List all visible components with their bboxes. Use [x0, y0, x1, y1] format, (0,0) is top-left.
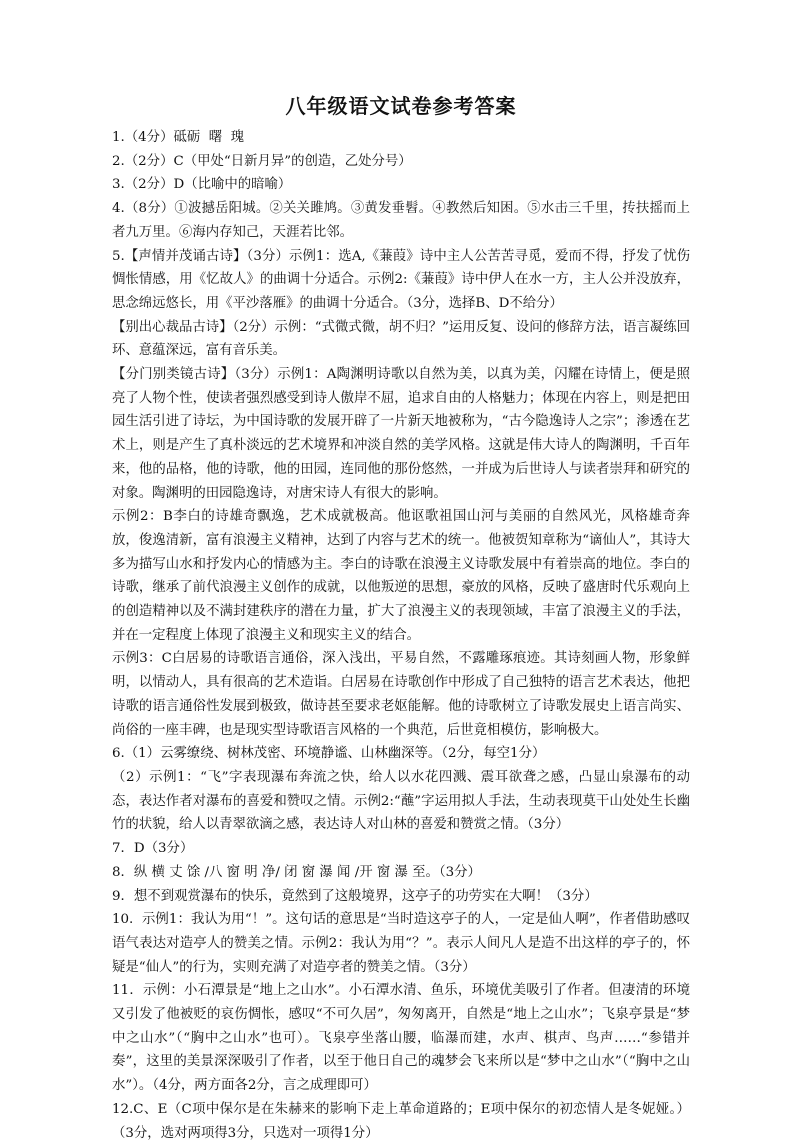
- answer-paragraph: 1.（4分）砥砺 曙 瑰: [112, 130, 245, 145]
- answer-paragraph: 示例3：C白居易的诗歌语言通俗，深入浅出，平易自然，不露雕琢痕迹。其诗刻画人物，形象鲜明，以情动人，具有很高的艺术造诣。白居易在诗歌创作中形成了自己独特的语言艺术表达，他把诗歌的语言通俗性发展到极致，做诗甚至要求老妪能解。他的诗歌树立了诗歌发展史上语言尚实、尚俗的一座丰碑，也是现实型诗歌语言风格的一个典范，后世竟相模仿，影响极大。: [112, 651, 690, 738]
- answer-paragraph: 4.（8分）①波撼岳阳城。②关关雎鸠。③黄发垂髫。④教然后知困。⑤水击三千里，抟扶摇而上者九万里。⑥海内存知己，天涯若比邻。: [112, 201, 690, 240]
- answer-paragraph: 示例2：B李白的诗雄奇飘逸，艺术成就极高。他讴歌祖国山河与美丽的自然风光，风格雄奇奔放，俊逸清新，富有浪漫主义精神，达到了内容与艺术的统一。他被贺知章称为“谪仙人”，其诗大多为描写山水和抒发内心的情感为主。李白的诗歌在浪漫主义诗歌发展中有着崇高的地位。李白的诗歌，继承了前代浪漫主义创作的成就，以他叛逆的思想，豪放的风格，反映了盛唐时代乐观向上的创造精神以及不满封建秩序的潜在力量，扩大了浪漫主义的表现领域，丰富了浪漫主义的手法，并在一定程度上体现了浪漫主义和现实主义的结合。: [112, 509, 690, 643]
- answer-paragraph: 12.C、E（C项中保尔是在朱赫来的影响下走上革命道路的；E项中保尔的初恋情人是冬妮娅。）（3分，选对两项得3分，只选对一项得1分）: [112, 1101, 690, 1141]
- answer-paragraph: 7．D（3分）: [112, 841, 194, 857]
- answer-paragraph: 【别出心裁品古诗】（2分）示例：“式微式微，胡不归？”运用反复、设问的修辞方法，语言凝练回环、意蕴深远，富有音乐美。: [112, 319, 690, 359]
- answer-paragraph: 11．示例：小石潭景是“地上之山水”。小石潭水清、鱼乐，环境优美吸引了作者。但凄清的环境又引发了他被贬的哀伤惆怅，感叹“不可久居”，匆匆离开，自然是“地上之山水”；飞泉亭景是“梦中之山水”（“胸中之山水”也可）。飞泉亭坐落山腰，临瀑而建，水声、棋声、鸟声……“参错并奏”，这里的美景深深吸引了作者，以至于他日自己的魂梦会飞来所以是“梦中之山水”（“胸中之山水”）。（4分，两方面各2分，言之成理即可）: [112, 983, 690, 1094]
- page-title: 八年级语文试卷参考答案: [285, 94, 517, 118]
- answer-paragraph: 5.【声情并茂诵古诗】（3分）示例1：选A,《蒹葭》诗中主人公苦苦寻觅，爱而不得，抒发了忧伤惆怅情感，用《忆故人》的曲调十分适合。示例2:《蒹葭》诗中伊人在水一方，主人公并没放弃，思念绵远悠长，用《平沙落雁》的曲调十分适合。（3分，选择B、D不给分）: [112, 248, 690, 311]
- answer-paragraph: 10. 示例1：我认为用“！”。这句话的意思是“当时造这亭子的人，一定是仙人啊”，作者借助感叹语气表达对造亭人的赞美之情。示例2：我认为用“？”。表示人间凡人是造不出这样的亭子的，怀疑是“仙人”的行为，实则充满了对造亭者的赞美之情。（3分）: [112, 912, 690, 975]
- answer-paragraph: 8．纵 横 丈 馀 /八 窗 明 净/ 闭 窗 瀑 闻 /开 窗 瀑 至。（3分）: [112, 864, 481, 880]
- answer-paragraph: （2）示例1：“飞”字表现瀑布奔流之快，给人以水花四溅、震耳欲聋之感，凸显山泉瀑布的动态，表达作者对瀑布的喜爱和赞叹之情。示例2:“蘸”字运用拟人手法，生动表现莫干山处处生长幽竹的状貌，给人以青翠欲滴之感，表达诗人对山林的喜爱和赞赏之情。（3分）: [112, 769, 690, 833]
- answer-paragraph: 3.（2分）D（比喻中的暗喻）: [112, 177, 292, 193]
- answer-paragraph: 6.（1）云雾缭绕、树林茂密、环境静谧、山林幽深等。（2分，每空1分）: [112, 746, 546, 762]
- answer-paragraph: 2.（2分）C（甲处“日新月异”的创造，乙处分号）: [112, 153, 412, 169]
- answer-list: [112, 126, 690, 1145]
- answer-paragraph: 9．想不到观赏瀑布的快乐，竟然到了这般境界，这亭子的功劳实在大啊！（3分）: [112, 888, 598, 904]
- answer-paragraph: 【分门别类镜古诗】（3分）示例1：A陶渊明诗歌以自然为美，以真为美，闪耀在诗情上，便是照亮了人物个性，使读者强烈感受到诗人傲岸不屈，追求自由的人格魅力；体现在内容上，则是把田园生活引进了诗坛，为中国诗歌的发展开辟了一片新天地被称为，“古今隐逸诗人之宗”；渗透在艺术上，则是产生了真朴淡远的艺术境界和冲淡自然的美学风格。这就是伟大诗人的陶渊明，千百年来，他的品格，他的诗歌，他的田园，连同他的那份悠然，一并成为后世诗人与读者崇拜和研究的对象。陶渊明的田园隐逸诗，对唐宋诗人有很大的影响。: [112, 367, 690, 501]
